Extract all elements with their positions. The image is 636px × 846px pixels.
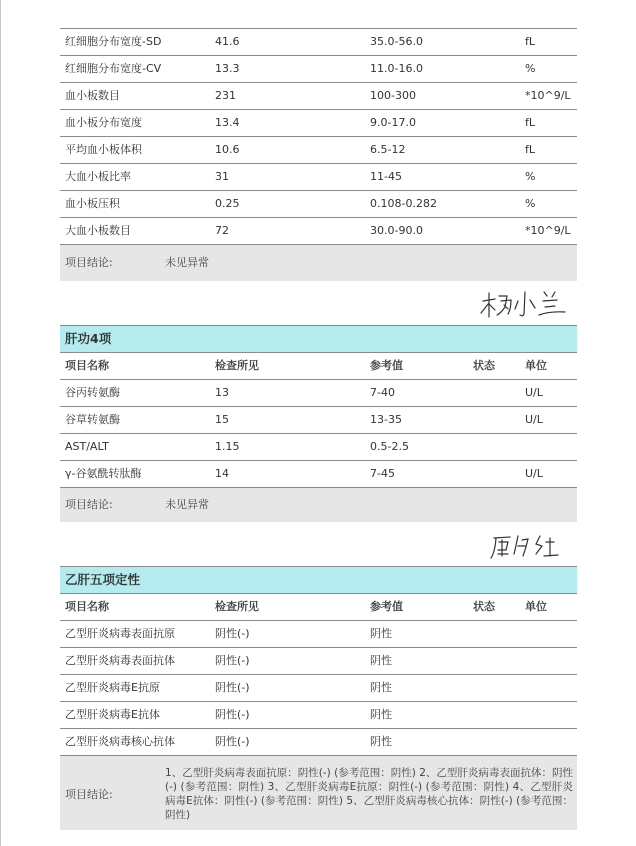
item-name: γ-谷氨酰转肽酶	[65, 467, 142, 480]
header-unit: 单位	[525, 600, 547, 613]
table-row	[60, 56, 577, 83]
page-left-border	[0, 0, 1, 846]
item-result: 阴性(-)	[215, 708, 250, 721]
table-row	[60, 461, 577, 488]
item-ref: 0.5-2.5	[370, 440, 409, 453]
item-result: 0.25	[215, 197, 240, 210]
table-row	[60, 702, 577, 729]
item-result: 阴性(-)	[215, 735, 250, 748]
section-title-liver	[60, 325, 577, 353]
item-name: 平均血小板体积	[65, 143, 142, 156]
item-name: 乙型肝炎病毒E抗原	[65, 681, 160, 694]
signature-area	[60, 281, 577, 325]
item-name: AST/ALT	[65, 440, 109, 453]
liver-table	[60, 353, 577, 522]
item-name: 谷丙转氨酶	[65, 386, 120, 399]
table-row	[60, 164, 577, 191]
item-name: 乙型肝炎病毒E抗体	[65, 708, 160, 721]
item-unit: U/L	[525, 467, 543, 480]
header-unit: 单位	[525, 359, 547, 372]
item-unit: fL	[525, 35, 536, 48]
item-name: 乙型肝炎病毒表面抗体	[65, 654, 175, 667]
item-unit: *10^9/L	[525, 224, 571, 237]
item-result: 72	[215, 224, 229, 237]
signature-area	[60, 522, 577, 566]
item-name: 谷草转氨酶	[65, 413, 120, 426]
item-name: 血小板分布宽度	[65, 116, 142, 129]
blood-conclusion	[60, 245, 577, 281]
header-ref: 参考值	[370, 359, 403, 372]
table-row	[60, 407, 577, 434]
header-ref: 参考值	[370, 600, 403, 613]
item-ref: 100-300	[370, 89, 416, 102]
header-status: 状态	[473, 600, 495, 613]
item-result: 阴性(-)	[215, 627, 250, 640]
item-ref: 阴性	[370, 627, 392, 640]
item-result: 231	[215, 89, 236, 102]
item-ref: 13-35	[370, 413, 402, 426]
conclusion-label: 项目结论:	[65, 498, 113, 511]
item-name: 大血小板比率	[65, 170, 131, 183]
item-ref: 11.0-16.0	[370, 62, 423, 75]
item-ref: 阴性	[370, 735, 392, 748]
item-name: 血小板数目	[65, 89, 120, 102]
report-document	[60, 0, 577, 830]
header-status: 状态	[473, 359, 495, 372]
conclusion-label: 项目结论:	[65, 256, 113, 269]
item-result: 阴性(-)	[215, 681, 250, 694]
item-result: 41.6	[215, 35, 240, 48]
item-unit: U/L	[525, 413, 543, 426]
item-unit: %	[525, 170, 536, 183]
item-ref: 0.108-0.282	[370, 197, 437, 210]
item-result: 10.6	[215, 143, 240, 156]
conclusion-value: 1、乙型肝炎病毒表面抗原：阴性(-) (参考范围：阴性) 2、乙型肝炎病毒表面抗体：阴性(-) (参考范围：阴性) 3、乙型肝炎病毒E抗原：阴性(-) (参考范围：阴性) 4、乙型肝炎病毒E抗体：阴性(-) (参考范围：阴性) 5、乙型肝炎病毒核心抗体：阴性(-) (参考范围：阴性)	[165, 767, 573, 821]
table-row	[60, 83, 577, 110]
table-row	[60, 218, 577, 245]
item-ref: 35.0-56.0	[370, 35, 423, 48]
item-result: 13.4	[215, 116, 240, 129]
header-result: 检查所见	[215, 600, 259, 613]
item-unit: *10^9/L	[525, 89, 571, 102]
conclusion-label: 项目结论:	[65, 788, 113, 801]
item-name: 乙型肝炎病毒核心抗体	[65, 735, 175, 748]
item-ref: 7-40	[370, 386, 395, 399]
liver-conclusion	[60, 488, 577, 522]
handwritten-signature	[475, 287, 575, 323]
table-row	[60, 675, 577, 702]
item-result: 15	[215, 413, 229, 426]
hepatitis-table	[60, 594, 577, 830]
item-ref: 7-45	[370, 467, 395, 480]
item-unit: U/L	[525, 386, 543, 399]
item-ref: 9.0-17.0	[370, 116, 416, 129]
table-row	[60, 621, 577, 648]
handwritten-signature	[488, 530, 568, 564]
item-ref: 30.0-90.0	[370, 224, 423, 237]
item-result: 31	[215, 170, 229, 183]
table-row	[60, 729, 577, 756]
item-ref: 阴性	[370, 654, 392, 667]
item-ref: 阴性	[370, 708, 392, 721]
item-result: 阴性(-)	[215, 654, 250, 667]
table-header-row	[60, 594, 577, 621]
item-result: 13.3	[215, 62, 240, 75]
item-result: 13	[215, 386, 229, 399]
section-title-hepatitis	[60, 566, 577, 594]
hepatitis-conclusion	[60, 756, 577, 830]
section-title-text: 肝功4项	[65, 331, 112, 346]
item-ref: 6.5-12	[370, 143, 406, 156]
table-row	[60, 28, 577, 56]
table-row	[60, 434, 577, 461]
section-title-text: 乙肝五项定性	[65, 572, 141, 587]
conclusion-value: 未见异常	[165, 498, 209, 511]
item-name: 乙型肝炎病毒表面抗原	[65, 627, 175, 640]
table-row	[60, 380, 577, 407]
item-unit: fL	[525, 116, 536, 129]
item-ref: 11-45	[370, 170, 402, 183]
item-name: 红细胞分布宽度-SD	[65, 35, 162, 48]
table-row	[60, 137, 577, 164]
item-result: 14	[215, 467, 229, 480]
item-unit: %	[525, 62, 536, 75]
item-name: 红细胞分布宽度-CV	[65, 62, 162, 75]
header-result: 检查所见	[215, 359, 259, 372]
item-ref: 阴性	[370, 681, 392, 694]
table-row	[60, 191, 577, 218]
item-name: 血小板压积	[65, 197, 120, 210]
item-result: 1.15	[215, 440, 240, 453]
conclusion-value: 未见异常	[165, 256, 209, 269]
blood-results-table	[60, 28, 577, 281]
table-row	[60, 110, 577, 137]
item-unit: %	[525, 197, 536, 210]
table-header-row	[60, 353, 577, 380]
item-unit: fL	[525, 143, 536, 156]
header-name: 项目名称	[65, 359, 109, 372]
header-name: 项目名称	[65, 600, 109, 613]
item-name: 大血小板数目	[65, 224, 131, 237]
table-row	[60, 648, 577, 675]
